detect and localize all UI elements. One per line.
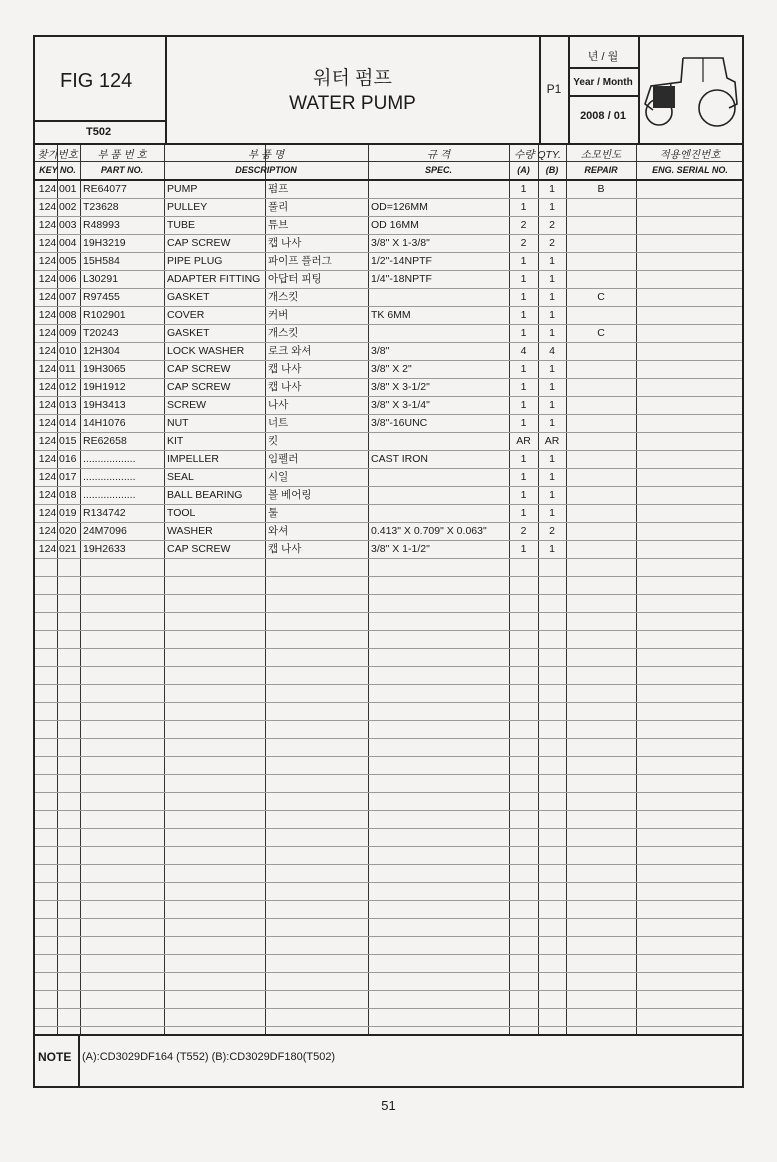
header-divider: [33, 120, 166, 122]
key-no-cell: 009: [59, 327, 77, 339]
qty-a-cell: 1: [520, 363, 527, 375]
qty-b-header: (B): [545, 165, 559, 175]
tractor-icon: [641, 48, 741, 132]
qty-b-cell: 4: [549, 345, 555, 357]
qty-b-cell: 1: [549, 399, 555, 411]
description-korean-cell: 파이프 플러그: [268, 255, 332, 267]
spec-cell: 1/4"-18NPTF: [371, 273, 432, 285]
description-korean-cell: 임펠러: [268, 453, 299, 465]
repair-header-korean: 소모빈도: [580, 149, 622, 161]
part-no-cell: ..................: [83, 489, 136, 501]
qty-a-cell: 1: [520, 183, 527, 195]
figure-no-cell: 124: [38, 255, 57, 267]
qty-b-cell: AR: [544, 435, 560, 447]
header-divider: [638, 35, 640, 145]
year-month-label-korean: 년 / 월: [587, 51, 619, 63]
description-korean-cell: 킷: [268, 435, 279, 447]
figure-no-cell: 124: [38, 525, 57, 537]
part-no-cell: 19H3219: [83, 237, 126, 249]
key-no-cell: 015: [59, 435, 77, 447]
part-no-cell: 19H3413: [83, 399, 126, 411]
description-korean-cell: 풀리: [268, 201, 289, 213]
key-no-cell: 020: [59, 525, 77, 537]
part-no-cell: 14H1076: [83, 417, 126, 429]
spec-cell: 3/8" X 3-1/2": [371, 381, 430, 393]
part-no-header-korean: 부 품 번 호: [97, 149, 147, 161]
figure-no-cell: 124: [38, 543, 57, 555]
key-no-cell: 002: [59, 201, 77, 213]
year-month-label: Year / Month: [573, 77, 633, 88]
figure-no-cell: 124: [38, 291, 57, 303]
qty-b-cell: 1: [549, 507, 555, 519]
qty-b-cell: 1: [549, 273, 555, 285]
part-no-cell: 12H304: [83, 345, 120, 357]
part-no-cell: 19H2633: [83, 543, 126, 555]
qty-a-cell: 1: [520, 201, 527, 213]
figure-no-cell: 124: [38, 309, 57, 321]
qty-a-cell: 1: [520, 291, 527, 303]
key-no-header: KEY NO.: [39, 165, 76, 175]
description-header-korean: 부 품 명: [247, 149, 285, 161]
key-no-cell: 019: [59, 507, 77, 519]
qty-b-cell: 1: [549, 327, 555, 339]
key-no-header-korean: 찾기번호: [37, 149, 78, 161]
qty-a-cell: 4: [520, 345, 527, 357]
spec-cell: 3/8" X 2": [371, 363, 412, 375]
part-no-cell: 24M7096: [83, 525, 127, 537]
description-english-cell: ADAPTER FITTING: [167, 273, 261, 285]
figure-no-cell: 124: [38, 381, 57, 393]
repair-cell: C: [597, 327, 605, 339]
figure-no-cell: 124: [38, 273, 57, 285]
qty-a-cell: 1: [520, 453, 527, 465]
qty-a-cell: AR: [516, 435, 531, 447]
key-no-cell: 005: [59, 255, 77, 267]
figure-no-cell: 124: [38, 183, 57, 195]
description-korean-cell: 캡 나사: [268, 237, 302, 249]
description-english-cell: SEAL: [167, 471, 194, 483]
description-english-cell: CAP SCREW: [167, 363, 231, 375]
key-no-cell: 001: [59, 183, 77, 195]
qty-a-cell: 2: [520, 237, 527, 249]
key-no-cell: 004: [59, 237, 77, 249]
part-no-cell: R48993: [83, 219, 120, 231]
figure-no-cell: 124: [38, 327, 57, 339]
note-divider: [78, 1034, 80, 1088]
description-korean-cell: 와셔: [268, 525, 289, 537]
year-month-value: 2008 / 01: [580, 110, 626, 122]
part-no-cell: L30291: [83, 273, 119, 285]
header-divider: [568, 95, 638, 97]
qty-a-cell: 1: [520, 381, 527, 393]
key-no-cell: 011: [59, 363, 76, 375]
key-no-cell: 007: [59, 291, 77, 303]
figure-no-cell: 124: [38, 471, 57, 483]
description-korean-cell: 툴: [268, 507, 279, 519]
part-no-cell: 19H3065: [83, 363, 126, 375]
qty-a-cell: 1: [520, 489, 527, 501]
title-english: WATER PUMP: [289, 93, 416, 114]
figure-number: FIG 124: [60, 70, 133, 92]
description-english-cell: NUT: [167, 417, 189, 429]
part-no-cell: R102901: [83, 309, 126, 321]
part-no-cell: 19H1912: [83, 381, 126, 393]
key-no-cell: 003: [59, 219, 77, 231]
key-no-cell: 014: [59, 417, 77, 429]
figure-no-cell: 124: [38, 201, 57, 213]
qty-b-cell: 1: [549, 255, 555, 267]
key-no-cell: 006: [59, 273, 77, 285]
description-english-cell: CAP SCREW: [167, 381, 231, 393]
part-no-cell: 15H584: [83, 255, 120, 267]
figure-no-cell: 124: [38, 507, 57, 519]
qty-b-cell: 1: [549, 381, 555, 393]
spec-header: SPEC.: [424, 165, 452, 175]
figure-no-cell: 124: [38, 237, 57, 249]
figure-model: T502: [86, 126, 112, 138]
qty-b-cell: 2: [549, 237, 555, 249]
part-no-cell: RE64077: [83, 183, 127, 195]
description-english-cell: WASHER: [167, 525, 213, 537]
repair-cell: B: [597, 183, 605, 195]
description-english-cell: PULLEY: [167, 201, 208, 213]
spec-cell: CAST IRON: [371, 453, 428, 465]
qty-b-cell: 1: [549, 417, 555, 429]
figure-no-cell: 124: [38, 363, 57, 375]
description-english-cell: KIT: [167, 435, 184, 447]
qty-b-cell: 1: [549, 309, 555, 321]
description-english-cell: BALL BEARING: [167, 489, 243, 501]
spec-cell: OD 16MM: [371, 219, 419, 231]
description-english-cell: LOCK WASHER: [167, 345, 245, 357]
description-english-cell: SCREW: [167, 399, 207, 411]
qty-b-cell: 1: [549, 363, 555, 375]
figure-no-cell: 124: [38, 453, 57, 465]
key-no-cell: 010: [59, 345, 77, 357]
description-korean-cell: 펌프: [268, 183, 289, 195]
spec-cell: 3/8"-16UNC: [371, 417, 428, 429]
spec-header-korean: 규 격: [426, 149, 451, 161]
note-text: (A):CD3029DF164 (T552) (B):CD3029DF180(T502): [82, 1051, 336, 1063]
description-korean-cell: 커버: [268, 309, 289, 321]
figure-no-cell: 124: [38, 489, 57, 501]
description-korean-cell: 개스킷: [268, 291, 299, 303]
qty-b-cell: 2: [549, 525, 555, 537]
description-english-cell: IMPELLER: [167, 453, 219, 465]
part-no-cell: R134742: [83, 507, 126, 519]
qty-a-cell: 1: [520, 255, 527, 267]
description-english-cell: CAP SCREW: [167, 237, 231, 249]
key-no-cell: 008: [59, 309, 77, 321]
qty-header: 수량 QTY.: [514, 149, 561, 161]
qty-b-cell: 1: [549, 201, 555, 213]
spec-cell: 3/8" X 1-1/2": [371, 543, 430, 555]
key-no-cell: 016: [59, 453, 77, 465]
repair-cell: C: [597, 291, 605, 303]
part-no-cell: T23628: [83, 201, 119, 213]
eng-serial-header-korean: 적용엔진번호: [659, 149, 721, 161]
eng-serial-header: ENG. SERIAL NO.: [652, 165, 728, 175]
spec-cell: 3/8" X 1-3/8": [371, 237, 430, 249]
description-english-cell: CAP SCREW: [167, 543, 231, 555]
page-code: P1: [546, 82, 562, 96]
part-no-header: PART NO.: [100, 165, 144, 175]
spec-cell: 3/8" X 3-1/4": [371, 399, 430, 411]
qty-a-cell: 2: [520, 525, 527, 537]
qty-b-cell: 1: [549, 471, 555, 483]
spec-cell: TK 6MM: [371, 309, 411, 321]
qty-a-cell: 1: [520, 507, 527, 519]
qty-a-cell: 1: [520, 543, 527, 555]
description-english-cell: GASKET: [167, 327, 210, 339]
qty-a-cell: 2: [520, 219, 527, 231]
qty-a-cell: 1: [520, 471, 527, 483]
part-no-cell: R97455: [83, 291, 120, 303]
description-english-cell: COVER: [167, 309, 205, 321]
spec-cell: OD=126MM: [371, 201, 428, 213]
key-no-cell: 013: [59, 399, 77, 411]
qty-a-header: (A): [517, 165, 530, 175]
description-english-cell: PIPE PLUG: [167, 255, 223, 267]
description-english-cell: PUMP: [167, 183, 198, 195]
qty-b-cell: 1: [549, 543, 555, 555]
figure-no-cell: 124: [38, 435, 57, 447]
description-korean-cell: 튜브: [268, 219, 289, 231]
part-no-cell: ..................: [83, 471, 136, 483]
repair-header: REPAIR: [584, 165, 618, 175]
qty-a-cell: 1: [520, 399, 527, 411]
description-english-cell: GASKET: [167, 291, 210, 303]
spec-cell: 3/8": [371, 345, 390, 357]
description-english-cell: TOOL: [167, 507, 196, 519]
description-korean-cell: 로크 와셔: [268, 345, 312, 357]
description-korean-cell: 나사: [268, 399, 289, 411]
description-korean-cell: 캡 나사: [268, 543, 302, 555]
qty-b-cell: 1: [549, 183, 555, 195]
title-korean: 워터 펌프: [313, 68, 392, 89]
qty-a-cell: 1: [520, 417, 527, 429]
qty-b-cell: 2: [549, 219, 555, 231]
key-no-cell: 017: [59, 471, 77, 483]
key-no-cell: 018: [59, 489, 77, 501]
qty-b-cell: 1: [549, 453, 555, 465]
qty-a-cell: 1: [520, 273, 527, 285]
parts-table: [33, 145, 744, 1035]
qty-b-cell: 1: [549, 291, 555, 303]
description-header: DESCRIPTION: [235, 165, 297, 175]
description-korean-cell: 너트: [268, 417, 289, 429]
part-no-cell: ..................: [83, 453, 136, 465]
description-korean-cell: 개스킷: [268, 327, 299, 339]
qty-a-cell: 1: [520, 309, 527, 321]
description-korean-cell: 캡 나사: [268, 363, 302, 375]
qty-b-cell: 1: [549, 489, 555, 501]
description-korean-cell: 볼 베어링: [268, 489, 312, 501]
header-divider: [568, 67, 638, 69]
description-korean-cell: 아답터 피팅: [268, 273, 322, 285]
figure-no-cell: 124: [38, 219, 57, 231]
header-divider: [165, 35, 167, 145]
figure-no-cell: 124: [38, 345, 57, 357]
part-no-cell: RE62658: [83, 435, 127, 447]
qty-a-cell: 1: [520, 327, 527, 339]
note-label: NOTE: [38, 1050, 72, 1064]
key-no-cell: 012: [59, 381, 77, 393]
spec-cell: 1/2"-14NPTF: [371, 255, 432, 267]
figure-no-cell: 124: [38, 399, 57, 411]
key-no-cell: 021: [59, 543, 77, 555]
description-korean-cell: 캡 나사: [268, 381, 302, 393]
figure-no-cell: 124: [38, 417, 57, 429]
description-english-cell: TUBE: [167, 219, 196, 231]
page-number: 51: [381, 1098, 396, 1113]
description-korean-cell: 시일: [268, 471, 289, 483]
part-no-cell: T20243: [83, 327, 119, 339]
spec-cell: 0.413" X 0.709" X 0.063": [371, 525, 487, 537]
